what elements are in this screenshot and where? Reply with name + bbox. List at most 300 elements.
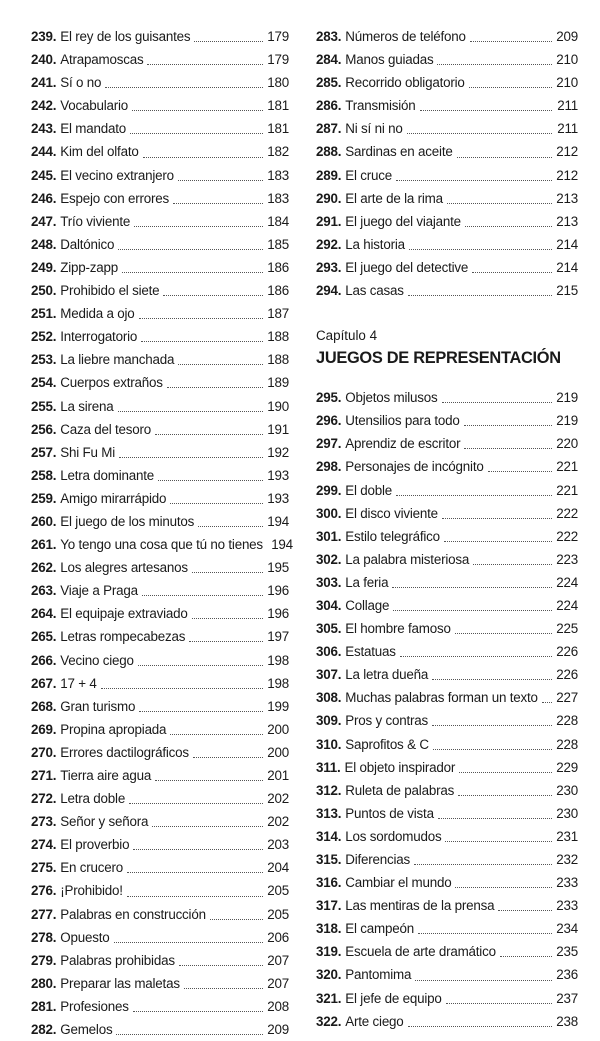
entry-page: 196 (267, 606, 289, 622)
toc-entry (31, 395, 289, 418)
entry-page: 195 (267, 560, 289, 576)
entry-page: 237 (556, 990, 578, 1006)
entry-page: 185 (267, 236, 289, 252)
entry-page: 208 (267, 998, 289, 1014)
toc-entry (31, 741, 289, 764)
dot-leader (407, 133, 552, 134)
dot-leader (130, 133, 263, 134)
entry-title: Pantomima (345, 967, 412, 983)
dot-leader (139, 318, 263, 319)
entry-page: 196 (267, 583, 289, 599)
entry-page: 202 (267, 814, 289, 830)
dot-leader (198, 526, 263, 527)
entry-number: 278. (31, 929, 57, 945)
toc-entry (316, 502, 578, 525)
entry-page: 211 (557, 121, 578, 137)
toc-entry (316, 686, 578, 709)
toc-entry (31, 302, 289, 325)
entry-number: 262. (31, 560, 57, 576)
toc-entry (31, 972, 289, 995)
toc-entry (31, 487, 289, 510)
dot-leader (392, 587, 552, 588)
entry-title: El hombre famoso (345, 621, 451, 637)
dot-leader (432, 725, 552, 726)
entry-title: Ni sí ni no (345, 121, 403, 137)
dot-leader (409, 249, 552, 250)
entry-number: 277. (31, 906, 57, 922)
chapter-title: JUEGOS DE REPRESENTACIÓN (316, 349, 561, 368)
entry-number: 279. (31, 952, 57, 968)
entry-number: 254. (31, 375, 57, 391)
toc-entry (316, 187, 578, 210)
dot-leader (498, 910, 552, 911)
entry-title: El arte de la rima (345, 190, 443, 206)
entry-title: Prohibido el siete (60, 283, 160, 299)
toc-entry (316, 164, 578, 187)
entry-title: El campeón (345, 921, 414, 937)
toc-entry (31, 856, 289, 879)
toc-entry (316, 871, 578, 894)
toc-entry (31, 695, 289, 718)
dot-leader (193, 757, 263, 758)
entry-number: 258. (31, 467, 57, 483)
entry-number: 282. (31, 1022, 57, 1038)
entry-page: 203 (267, 837, 289, 853)
toc-entry (31, 117, 289, 140)
toc-entry (31, 764, 289, 787)
toc-entry (31, 510, 289, 533)
entry-page: 213 (556, 213, 578, 229)
toc-entry (316, 733, 578, 756)
entry-title: Preparar las maletas (60, 975, 180, 991)
dot-leader (433, 749, 552, 750)
dot-leader (101, 688, 263, 689)
dot-leader (418, 933, 552, 934)
entry-page: 209 (267, 1022, 289, 1038)
dot-leader (173, 203, 263, 204)
toc-entry (31, 556, 289, 579)
toc-right-bottom-list (316, 386, 578, 1033)
toc-entry (316, 48, 578, 71)
entry-number: 265. (31, 629, 57, 645)
entry-page: 214 (556, 259, 578, 275)
entry-page: 233 (556, 875, 578, 891)
dot-leader (408, 1026, 552, 1027)
entry-number: 245. (31, 167, 57, 183)
entry-title: Gemelos (60, 1022, 113, 1038)
dot-leader (192, 572, 263, 573)
toc-entry (316, 71, 578, 94)
entry-number: 261. (31, 537, 57, 553)
dot-leader (114, 942, 264, 943)
entry-title: Errores dactilográficos (60, 744, 189, 760)
entry-title: Interrogatorio (60, 329, 138, 345)
entry-page: 238 (556, 1013, 578, 1029)
entry-page: 232 (556, 852, 578, 867)
dot-leader (152, 826, 263, 827)
entry-title: Vecino ciego (60, 652, 134, 668)
entry-title: Puntos de vista (345, 805, 434, 821)
entry-title: Números de teléfono (345, 29, 466, 44)
entry-page: 206 (267, 929, 289, 945)
entry-title: Opuesto (60, 929, 110, 945)
dot-leader (178, 364, 263, 365)
entry-page: 230 (556, 805, 578, 821)
dot-leader (119, 457, 263, 458)
toc-entry (316, 1010, 578, 1033)
entry-title: Shi Fu Mi (60, 444, 116, 460)
entry-page: 224 (556, 574, 578, 590)
dot-leader (455, 887, 552, 888)
toc-entry (31, 140, 289, 163)
entry-title: Ruleta de palabras (345, 782, 455, 798)
entry-page: 199 (267, 698, 289, 714)
entry-number: 249. (31, 259, 57, 275)
entry-number: 240. (31, 52, 57, 68)
dot-leader (464, 448, 552, 449)
entry-title: El doble (345, 482, 393, 498)
entry-page: 202 (267, 791, 289, 807)
entry-number: 303. (316, 574, 342, 590)
entry-page: 209 (556, 29, 578, 44)
entry-title: La sirena (60, 398, 114, 414)
entry-title: En crucero (60, 860, 124, 876)
entry-number: 251. (31, 306, 57, 322)
entry-page: 179 (267, 29, 289, 44)
entry-number: 244. (31, 144, 57, 160)
entry-title: Estilo telegráfico (345, 528, 440, 544)
entry-page: 184 (267, 213, 289, 229)
dot-leader (464, 425, 552, 426)
dot-leader (469, 87, 552, 88)
entry-number: 313. (316, 805, 342, 821)
entry-page: 213 (556, 190, 578, 206)
toc-entry (316, 802, 578, 825)
dot-leader (400, 656, 552, 657)
entry-title: Utensilios para todo (345, 413, 460, 429)
dot-leader (163, 295, 263, 296)
dot-leader (194, 41, 263, 42)
entry-page: 227 (556, 690, 578, 706)
entry-number: 268. (31, 698, 57, 714)
entry-page: 191 (267, 421, 289, 437)
entry-page: 192 (267, 444, 289, 460)
entry-number: 318. (316, 921, 342, 937)
entry-page: 198 (267, 675, 289, 691)
entry-page: 187 (267, 306, 289, 322)
entry-title: Caza del tesoro (60, 421, 152, 437)
toc-entry (31, 325, 289, 348)
entry-number: 266. (31, 652, 57, 668)
entry-number: 300. (316, 505, 342, 521)
dot-leader (393, 610, 552, 611)
entry-page: 212 (556, 167, 578, 183)
entry-title: Palabras prohibidas (60, 952, 175, 968)
entry-number: 321. (316, 990, 342, 1006)
entry-number: 243. (31, 121, 57, 137)
dot-leader (437, 64, 552, 65)
entry-number: 264. (31, 606, 57, 622)
entry-title: El proverbio (60, 837, 130, 853)
entry-title: El juego de los minutos (60, 513, 195, 529)
toc-entry (316, 210, 578, 233)
toc-entry (316, 779, 578, 802)
entry-page: 234 (556, 921, 578, 937)
entry-number: 302. (316, 551, 342, 567)
dot-leader (459, 772, 552, 773)
entry-number: 322. (316, 1013, 342, 1029)
entry-page: 233 (556, 898, 578, 914)
entry-number: 241. (31, 75, 57, 91)
entry-number: 283. (316, 29, 342, 44)
toc-entry (316, 617, 578, 640)
entry-title: La historia (345, 236, 405, 252)
entry-number: 308. (316, 690, 342, 706)
toc-entry (31, 1018, 289, 1041)
entry-title: Atrapamoscas (60, 52, 144, 68)
entry-title: Sardinas en aceite (345, 144, 453, 160)
toc-entry (316, 640, 578, 663)
toc-entry (31, 25, 289, 48)
entry-title: El mandato (60, 121, 127, 137)
entry-number: 287. (316, 121, 342, 137)
toc-entry (31, 256, 289, 279)
entry-number: 293. (316, 259, 342, 275)
entry-title: Diferencias (345, 852, 411, 867)
toc-entry (31, 926, 289, 949)
entry-page: 188 (267, 329, 289, 345)
dot-leader (472, 272, 552, 273)
dot-leader (458, 795, 552, 796)
entry-number: 246. (31, 190, 57, 206)
entry-title: Letra doble (60, 791, 126, 807)
entry-number: 252. (31, 329, 57, 345)
entry-page: 214 (556, 236, 578, 252)
dot-leader (179, 965, 263, 966)
entry-title: El equipaje extraviado (60, 606, 188, 622)
entry-title: El juego del detective (345, 259, 469, 275)
toc-entry (316, 987, 578, 1010)
entry-page: 186 (267, 283, 289, 299)
entry-page: 235 (556, 944, 578, 960)
toc-entry (316, 594, 578, 617)
entry-number: 267. (31, 675, 57, 691)
toc-entry (316, 117, 578, 140)
dot-leader (116, 1034, 263, 1035)
entry-number: 247. (31, 213, 57, 229)
entry-page: 222 (556, 528, 578, 544)
entry-number: 255. (31, 398, 57, 414)
dot-leader (178, 180, 263, 181)
dot-leader (118, 411, 263, 412)
entry-page: 194 (267, 513, 289, 529)
entry-number: 314. (316, 828, 342, 844)
entry-title: Amigo mirarrápido (60, 490, 167, 506)
toc-entry (31, 464, 289, 487)
toc-entry (316, 25, 578, 48)
entry-page: 229 (556, 759, 578, 775)
entry-number: 317. (316, 898, 342, 914)
entry-page: 200 (267, 744, 289, 760)
entry-title: Transmisión (345, 98, 416, 114)
entry-title: Propina apropiada (60, 721, 167, 737)
toc-entry (316, 140, 578, 163)
toc-entry (31, 879, 289, 902)
toc-entry (31, 164, 289, 187)
entry-page: 228 (556, 736, 578, 752)
toc-entry (316, 409, 578, 432)
entry-page: 198 (267, 652, 289, 668)
entry-page: 182 (267, 144, 289, 160)
entry-number: 298. (316, 459, 342, 475)
toc-entry (316, 709, 578, 732)
entry-number: 305. (316, 621, 342, 637)
toc-entry (316, 963, 578, 986)
toc-entry (31, 649, 289, 672)
entry-number: 256. (31, 421, 57, 437)
dot-leader (158, 480, 263, 481)
entry-page: 193 (267, 490, 289, 506)
entry-page: 197 (267, 629, 289, 645)
entry-number: 272. (31, 791, 57, 807)
entry-title: La liebre manchada (60, 352, 175, 368)
entry-page: 228 (556, 713, 578, 729)
entry-number: 319. (316, 944, 342, 960)
entry-page: 215 (556, 283, 578, 299)
entry-title: Señor y señora (60, 814, 149, 830)
dot-leader (445, 841, 552, 842)
entry-page: 224 (556, 597, 578, 613)
toc-entry (316, 917, 578, 940)
dot-leader (432, 679, 552, 680)
entry-title: El vecino extranjero (60, 167, 174, 183)
entry-number: 311. (316, 759, 341, 775)
entry-page: 221 (556, 459, 578, 475)
entry-title: Yo tengo una cosa que tú no tienes (60, 537, 263, 553)
toc-entry (31, 94, 289, 117)
entry-number: 299. (316, 482, 342, 498)
entry-number: 271. (31, 768, 57, 783)
entry-title: Zipp-zapp (60, 259, 119, 275)
entry-page: 210 (556, 52, 578, 68)
entry-page: 210 (556, 75, 578, 91)
entry-title: Kim del olfato (60, 144, 139, 160)
entry-page: 179 (267, 52, 289, 68)
toc-entry (31, 71, 289, 94)
entry-page: 221 (556, 482, 578, 498)
entry-title: Las casas (345, 283, 404, 299)
entry-number: 309. (316, 713, 342, 729)
dot-leader (129, 803, 263, 804)
toc-entry (316, 663, 578, 686)
dot-leader (488, 471, 552, 472)
entry-number: 276. (31, 883, 57, 899)
entry-number: 294. (316, 283, 342, 299)
dot-leader (414, 864, 552, 865)
dot-leader (210, 919, 263, 920)
dot-leader (118, 249, 263, 250)
dot-leader (446, 1003, 552, 1004)
entry-title: Arte ciego (345, 1013, 404, 1029)
entry-page: 231 (556, 828, 578, 844)
entry-title: Tierra aire agua (60, 768, 152, 783)
entry-title: Recorrido obligatorio (345, 75, 465, 91)
dot-leader (155, 434, 263, 435)
entry-title: Pros y contras (345, 713, 429, 729)
toc-entry (316, 848, 578, 871)
entry-title: La palabra misteriosa (345, 551, 470, 567)
toc-entry (31, 810, 289, 833)
entry-number: 275. (31, 860, 57, 876)
toc-entry (31, 48, 289, 71)
entry-number: 248. (31, 236, 57, 252)
toc-entry (316, 455, 578, 478)
toc-entry (316, 940, 578, 963)
entry-title: Saprofitos & C (345, 736, 429, 752)
entry-page: 211 (557, 98, 578, 114)
toc-entry (316, 525, 578, 548)
entry-title: 17 + 4 (60, 675, 97, 691)
toc-entry (31, 371, 289, 394)
toc-entry (31, 787, 289, 810)
entry-title: Aprendiz de escritor (345, 436, 461, 452)
entry-page: 189 (267, 375, 289, 391)
dot-leader (143, 157, 263, 158)
entry-number: 312. (316, 782, 342, 798)
toc-entry (316, 548, 578, 571)
entry-title: El jefe de equipo (345, 990, 442, 1006)
entry-page: 226 (556, 644, 578, 660)
entry-number: 263. (31, 583, 57, 599)
entry-title: Collage (345, 597, 390, 613)
entry-title: Estatuas (345, 644, 396, 660)
entry-page: 225 (556, 621, 578, 637)
entry-number: 250. (31, 283, 57, 299)
entry-page: 212 (556, 144, 578, 160)
entry-number: 288. (316, 144, 342, 160)
entry-title: Objetos milusos (345, 390, 438, 406)
dot-leader (457, 157, 552, 158)
dot-leader (105, 87, 263, 88)
entry-page: 204 (267, 860, 289, 876)
dot-leader (155, 780, 263, 781)
entry-number: 270. (31, 744, 57, 760)
toc-entry (31, 187, 289, 210)
entry-page: 181 (267, 98, 289, 114)
entry-number: 273. (31, 814, 57, 830)
entry-number: 307. (316, 667, 342, 683)
entry-page: 226 (556, 667, 578, 683)
entry-number: 269. (31, 721, 57, 737)
toc-entry (31, 441, 289, 464)
entry-title: Palabras en construcción (60, 906, 206, 922)
dot-leader (127, 896, 263, 897)
toc-entry (316, 233, 578, 256)
entry-page: 193 (267, 467, 289, 483)
entry-number: 291. (316, 213, 342, 229)
entry-page: 236 (556, 967, 578, 983)
toc-entry (316, 571, 578, 594)
dot-leader (138, 665, 263, 666)
dot-leader (444, 541, 552, 542)
toc-entry (31, 903, 289, 926)
entry-number: 285. (316, 75, 342, 91)
dot-leader (442, 402, 552, 403)
entry-page: 207 (267, 952, 289, 968)
dot-leader (455, 633, 552, 634)
entry-number: 292. (316, 236, 342, 252)
toc-entry (31, 833, 289, 856)
